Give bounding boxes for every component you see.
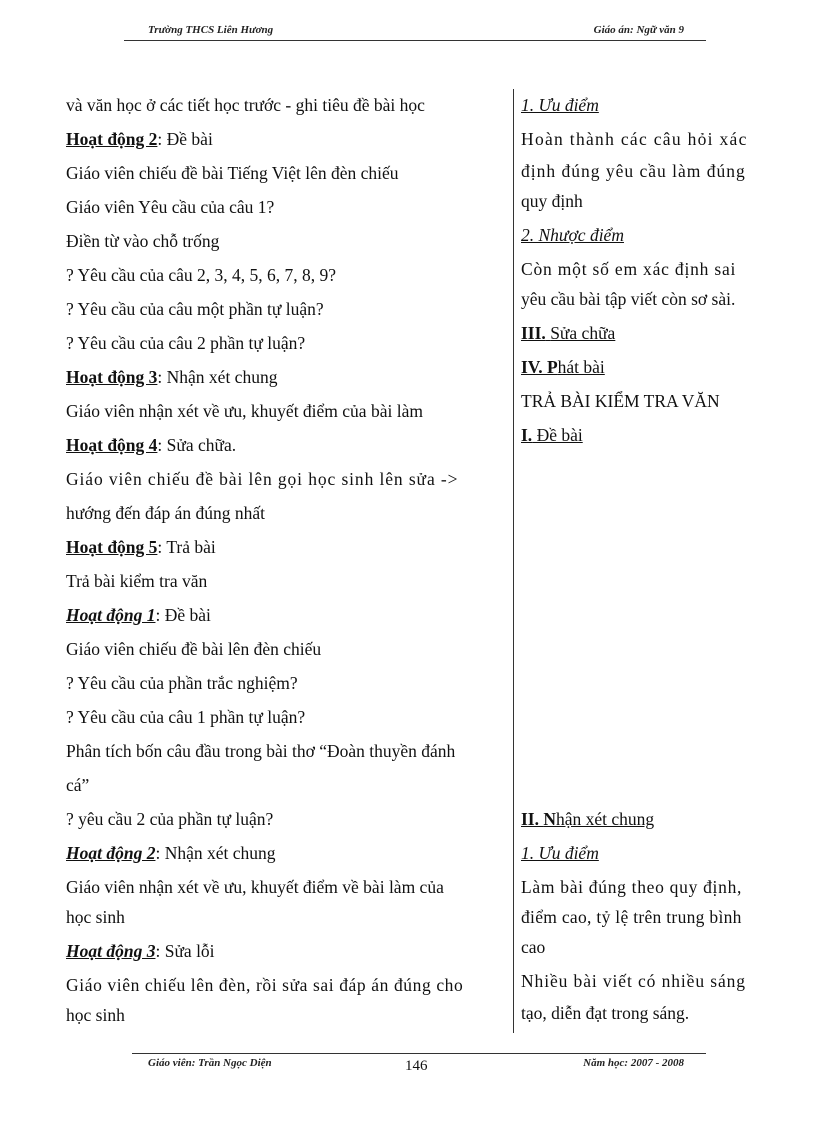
section-heading: TRẢ BÀI KIỂM TRA VĂN bbox=[521, 391, 720, 411]
activity-heading bbox=[66, 941, 506, 962]
subheading: 2. Nhược điểm bbox=[521, 225, 624, 245]
subheading: 1. Ưu điểm bbox=[521, 95, 599, 115]
section-heading: IV. Phát bài bbox=[521, 357, 605, 377]
left-line: cá” bbox=[66, 775, 90, 795]
right-line: Còn một số em xác định sai bbox=[521, 259, 737, 279]
column-divider bbox=[513, 89, 514, 1033]
right-line: Nhiều bài viết có nhiều sáng bbox=[521, 971, 746, 991]
activity-title: Hoạt động 3 bbox=[66, 367, 158, 387]
left-line: và văn học ở các tiết học trước - ghi tiêu đề bài học bbox=[66, 95, 425, 115]
left-line: Trả bài kiểm tra văn bbox=[66, 571, 208, 591]
header-school: Trường THCS Liên Hương bbox=[148, 24, 274, 36]
right-line: tạo, diễn đạt trong sáng. bbox=[521, 1003, 690, 1023]
section-heading: I. Đề bài bbox=[521, 425, 583, 445]
left-line: ? yêu cầu 2 của phần tự luận? bbox=[66, 809, 274, 829]
activity-title: Hoạt động 2 bbox=[66, 843, 156, 863]
activity-title: Hoạt động 5 bbox=[66, 537, 158, 557]
activity-title: Hoạt động 4 bbox=[66, 435, 158, 455]
left-line: học sinh bbox=[66, 1005, 125, 1025]
footer-year: Năm học: 2007 - 2008 bbox=[583, 1057, 684, 1069]
subheading: 1. Ưu điểm bbox=[521, 843, 599, 863]
section-label: Sửa chữa bbox=[550, 323, 616, 343]
right-line: quy định bbox=[521, 191, 583, 211]
activity-title: Hoạt động 2 bbox=[66, 129, 158, 149]
activity-title: Hoạt động 1 bbox=[66, 605, 156, 625]
section-heading: III. Sửa chữa bbox=[521, 323, 616, 343]
footer-rule bbox=[132, 1053, 706, 1054]
left-line: Giáo viên chiếu đề bài lên đèn chiếu bbox=[66, 639, 322, 659]
header-rule bbox=[124, 40, 706, 41]
activity-title: Hoạt động 3 bbox=[66, 941, 156, 961]
activity-heading bbox=[66, 367, 506, 388]
activity-heading bbox=[66, 605, 506, 626]
page-number: 146 bbox=[405, 1058, 428, 1074]
right-line: điểm cao, tỷ lệ trên trung bình bbox=[521, 907, 742, 927]
left-line: hướng đến đáp án đúng nhất bbox=[66, 503, 266, 523]
right-line: định đúng yêu cầu làm đúng bbox=[521, 161, 746, 181]
left-line: ? Yêu cầu của câu một phần tự luận? bbox=[66, 299, 324, 319]
left-line: ? Yêu cầu của câu 2, 3, 4, 5, 6, 7, 8, 9? bbox=[66, 265, 337, 285]
left-line: Giáo viên nhận xét về ưu, khuyết điểm của bài làm bbox=[66, 401, 423, 421]
right-line: Hoàn thành các câu hỏi xác bbox=[521, 129, 748, 149]
left-line: ? Yêu cầu của câu 1 phần tự luận? bbox=[66, 707, 306, 727]
header-subject: Giáo án: Ngữ văn 9 bbox=[593, 24, 684, 36]
activity-heading bbox=[66, 129, 506, 150]
activity-heading bbox=[66, 537, 506, 558]
activity-desc: : Sửa chữa. bbox=[157, 435, 237, 455]
right-line: yêu cầu bài tập viết còn sơ sài. bbox=[521, 289, 736, 309]
activity-heading bbox=[66, 435, 506, 456]
activity-heading bbox=[66, 843, 506, 864]
left-line: Phân tích bốn câu đầu trong bài thơ “Đoàn thuyền đánh bbox=[66, 741, 456, 761]
left-line: Điền từ vào chỗ trống bbox=[66, 231, 220, 251]
section-heading: II. Nhận xét chung bbox=[521, 809, 655, 829]
activity-desc: : Nhận xét chung bbox=[155, 843, 276, 863]
left-line: ? Yêu cầu của phần trắc nghiệm? bbox=[66, 673, 298, 693]
activity-desc: : Sửa lỗi bbox=[155, 941, 215, 961]
left-line: học sinh bbox=[66, 907, 125, 927]
left-line: ? Yêu cầu của câu 2 phần tự luận? bbox=[66, 333, 306, 353]
right-line: cao bbox=[521, 937, 546, 957]
footer-teacher: Giáo viên: Trần Ngọc Diện bbox=[148, 1057, 272, 1069]
activity-desc: : Nhận xét chung bbox=[157, 367, 278, 387]
activity-desc: : Đề bài bbox=[157, 129, 213, 149]
activity-desc: : Trả bài bbox=[157, 537, 216, 557]
left-line: Giáo viên chiếu đề bài Tiếng Việt lên đèn chiếu bbox=[66, 163, 399, 183]
left-line: Giáo viên chiếu lên đèn, rồi sửa sai đáp án đúng cho bbox=[66, 975, 464, 995]
right-line: Làm bài đúng theo quy định, bbox=[521, 877, 743, 897]
left-line: Giáo viên Yêu cầu của câu 1? bbox=[66, 197, 275, 217]
left-line: Giáo viên nhận xét về ưu, khuyết điểm về bài làm của bbox=[66, 877, 444, 897]
left-line: Giáo viên chiếu đề bài lên gọi học sinh lên sửa -> bbox=[66, 469, 459, 489]
activity-desc: : Đề bài bbox=[155, 605, 211, 625]
